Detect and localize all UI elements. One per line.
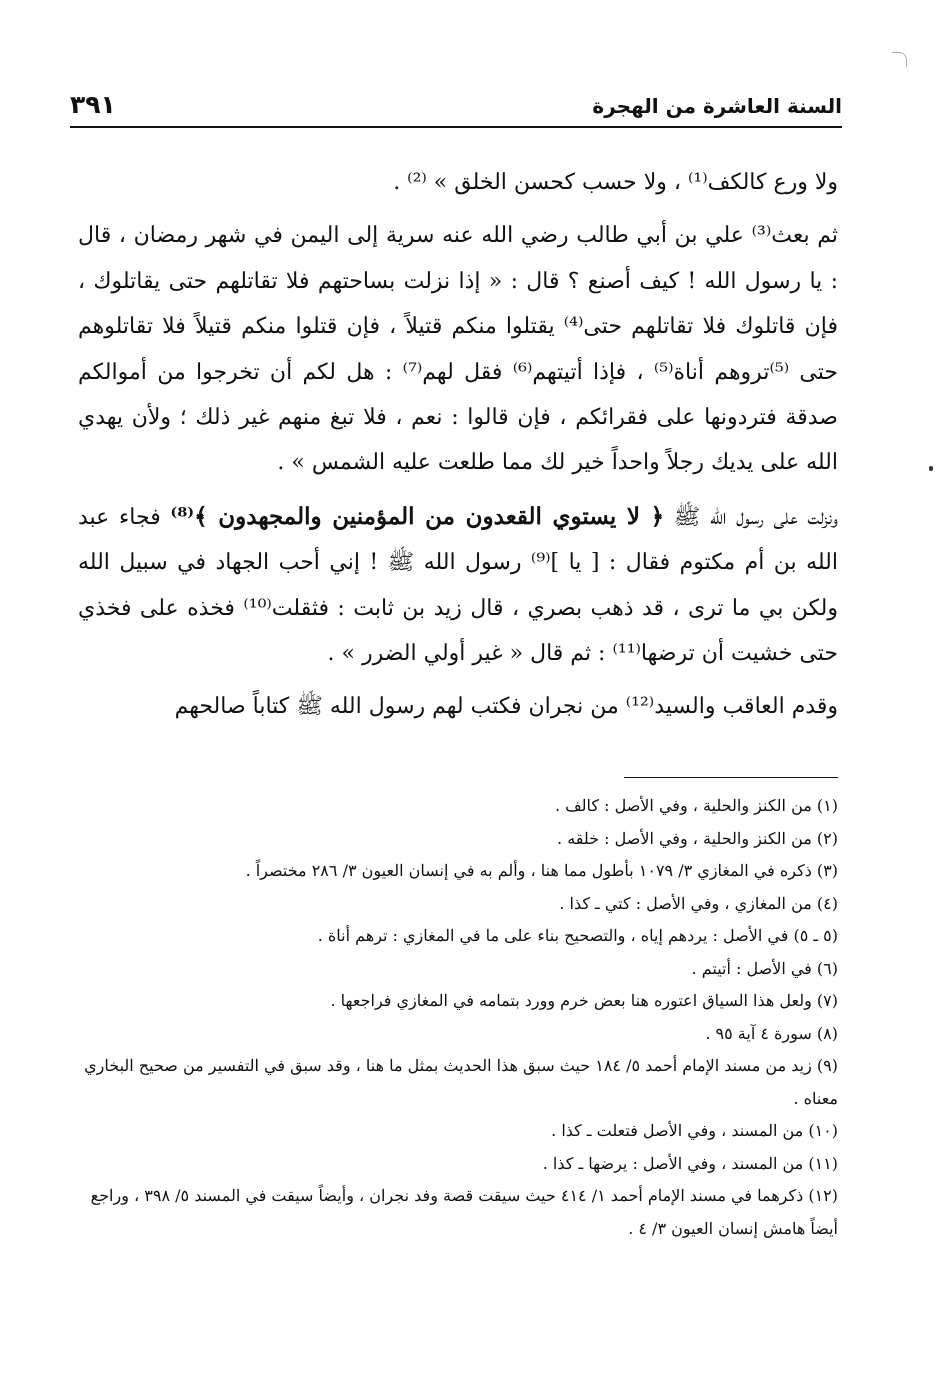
footnote-separator xyxy=(624,777,838,778)
page-number: ٣٩١ xyxy=(70,90,116,119)
footnote-2: (٢) من الكنز والحلية ، وفي الأصل : خلقه . xyxy=(557,828,838,848)
running-header xyxy=(70,88,842,128)
page-corner-mark xyxy=(892,52,907,67)
paragraph-3-rest: فجاء عبد الله بن أم مكتوم فقال : [ يا ]⁽⁹⁾ رسول الله ﷺ ! إني أحب الجهاد في سبيل الله ولكن بي ما ترى ، قد ذهب بصري ، قال زيد بن ثابت : فثقلت⁽¹⁰⁾ فخذه على فخذي حتى خشيت أن ترضها⁽¹¹⁾ : ثم قال « غير أولي الضرر » . xyxy=(78,504,838,667)
footnote-10: (١٠) من المسند ، وفي الأصل فتعلت ـ كذا . xyxy=(551,1121,838,1140)
footnote-11: (١١) من المسند ، وفي الأصل : يرضها ـ كذا . xyxy=(542,1153,838,1173)
footnote-5: (٥ ـ ٥) في الأصل : يردهم إياه ، والتصحيح بناء على ما في المغازي : ترهم أناة . xyxy=(317,926,838,945)
footnote-6: (٦) في الأصل : أتيتم . xyxy=(691,958,838,978)
footnote-12: (١٢) ذكرهما في مسند الإمام أحمد ١/ ٤١٤ حيث سيقت قصة وفد نجران ، وأيضاً سيقت في المسند ٥/ ٣٩٨ ، وراجع أيضاً هامش إنسان العيون ٣/ ٤ . xyxy=(90,1186,838,1238)
quran-verse: ﴿ لا يستوي القعدون من المؤمنين والمجهدون ﴾⁽⁸⁾ xyxy=(170,502,665,530)
paragraph-3-intro: ونزلت على رسول الله ﷺ xyxy=(673,504,838,530)
footnote-3: (٣) ذكره في المغازي ٣/ ١٠٧٩ بأطول مما هنا ، وألم به في إنسان العيون ٣/ ٢٨٦ مختصراً . xyxy=(245,861,838,880)
paragraph-2: ثم بعث⁽³⁾ علي بن أبي طالب رضي الله عنه سرية إلى اليمن في شهر رمضان ، قال : يا رسول الله ! كيف أصنع ؟ قال : « إذا نزلت بساحتهم فلا تقاتلهم حتى يقاتلوك ، فإن قاتلوك فلا تقاتلهم حتى⁽⁴⁾ يقتلوا منكم قتيلاً ، فإن قتلوا منكم قتيلاً فلا تقاتلوهم حتى ⁽⁵⁾تروهم أناة⁽⁵⁾ ، فإذا أتيتهم⁽⁶⁾ فقل لهم⁽⁷⁾ : هل لكم أن تخرجوا من أموالكم صدقة فتردونها على فقرائكم ، فإن قالوا : نعم ، فلا تبغ منهم غير ذلك ؛ ولأن يهدي الله على يديك رجلاً واحداً خير لك مما طلعت عليه الشمس » . xyxy=(78,223,839,476)
footnote-7: (٧) ولعل هذا السياق اعتوره هنا بعض خرم وورد بتمامه في المغازي فراجعها . xyxy=(330,991,838,1010)
footnote-9: (٩) زيد من مسند الإمام أحمد ٥/ ١٨٤ حيث سبق هذا الحديث بمثل ما هنا ، وقد سبق في التفسير من صحيح البخاري معناه . xyxy=(84,1056,838,1108)
footnote-8: (٨) سورة ٤ آية ٩٥ . xyxy=(705,1023,838,1043)
page-edge-speck xyxy=(929,466,933,471)
paragraph-3 xyxy=(78,494,838,677)
footnote-4: (٤) من المغازي ، وفي الأصل : كتي ـ كذا . xyxy=(559,893,838,913)
footnote-1: (١) من الكنز والحلية ، وفي الأصل : كالف . xyxy=(554,796,838,815)
running-header-title: السنة العاشرة من الهجرة xyxy=(592,94,842,118)
main-text xyxy=(78,160,838,738)
paragraph-1: ولا ورع كالكف⁽¹⁾ ، ولا حسب كحسن الخلق » ⁽²⁾ . xyxy=(393,170,838,195)
paragraph-4: وقدم العاقب والسيد⁽¹²⁾ من نجران فكتب لهم رسول الله ﷺ كتاباً صالحهم xyxy=(174,694,838,720)
footnotes xyxy=(78,790,838,1245)
